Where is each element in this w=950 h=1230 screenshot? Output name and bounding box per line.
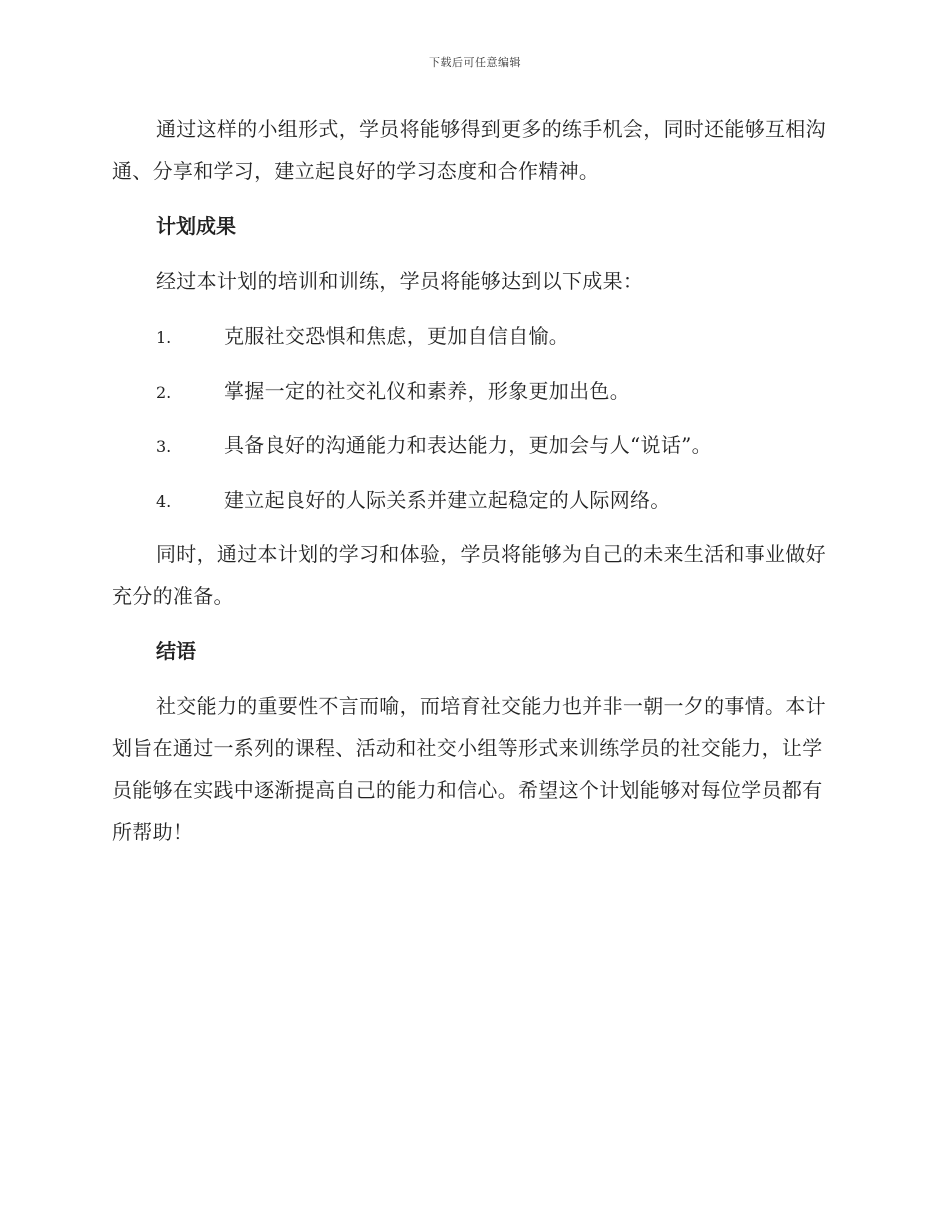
list-item bbox=[112, 370, 832, 412]
outcomes-closing-paragraph: 同时，通过本计划的学习和体验，学员将能够为自己的未来生活和事业做好充分的准备。 bbox=[112, 542, 826, 608]
list-item-text: 具备良好的沟通能力和表达能力，更加会与人“说话”。 bbox=[224, 433, 712, 457]
list-item-text: 建立起良好的人际关系并建立起稳定的人际网络。 bbox=[224, 487, 671, 512]
header-note: 下载后可任意编辑 bbox=[429, 56, 521, 69]
list-item-number: 1. bbox=[156, 328, 172, 347]
list-item bbox=[112, 479, 832, 521]
section-title-outcomes: 计划成果 bbox=[156, 214, 236, 238]
section-title-conclusion: 结语 bbox=[156, 639, 196, 663]
intro-paragraph: 通过这样的小组形式，学员将能够得到更多的练手机会，同时还能够互相沟通、分享和学习，建立起良好的学习态度和合作精神。 bbox=[112, 117, 826, 183]
list-item bbox=[112, 315, 832, 357]
list-item bbox=[112, 424, 832, 466]
document-body bbox=[112, 108, 832, 853]
list-item-text: 克服社交恐惧和焦虑，更加自信自愉。 bbox=[224, 324, 570, 348]
outcomes-list bbox=[112, 315, 832, 521]
list-item-text: 掌握一定的社交礼仪和素养，形象更加出色。 bbox=[224, 378, 630, 403]
list-item-number: 3. bbox=[156, 437, 172, 456]
outcomes-lead-paragraph: 经过本计划的培训和训练，学员将能够达到以下成果： bbox=[156, 269, 644, 293]
list-item-number: 2. bbox=[156, 382, 172, 402]
list-item-number: 4. bbox=[156, 491, 172, 511]
conclusion-paragraph: 社交能力的重要性不言而喻，而培育社交能力也并非一朝一夕的事情。本计划旨在通过一系列的课程、活动和社交小组等形式来训练学员的社交能力，让学员能够在实践中逐渐提高自己的能力和信心。希望这个计划能够对每位学员都有所帮助！ bbox=[112, 694, 826, 844]
